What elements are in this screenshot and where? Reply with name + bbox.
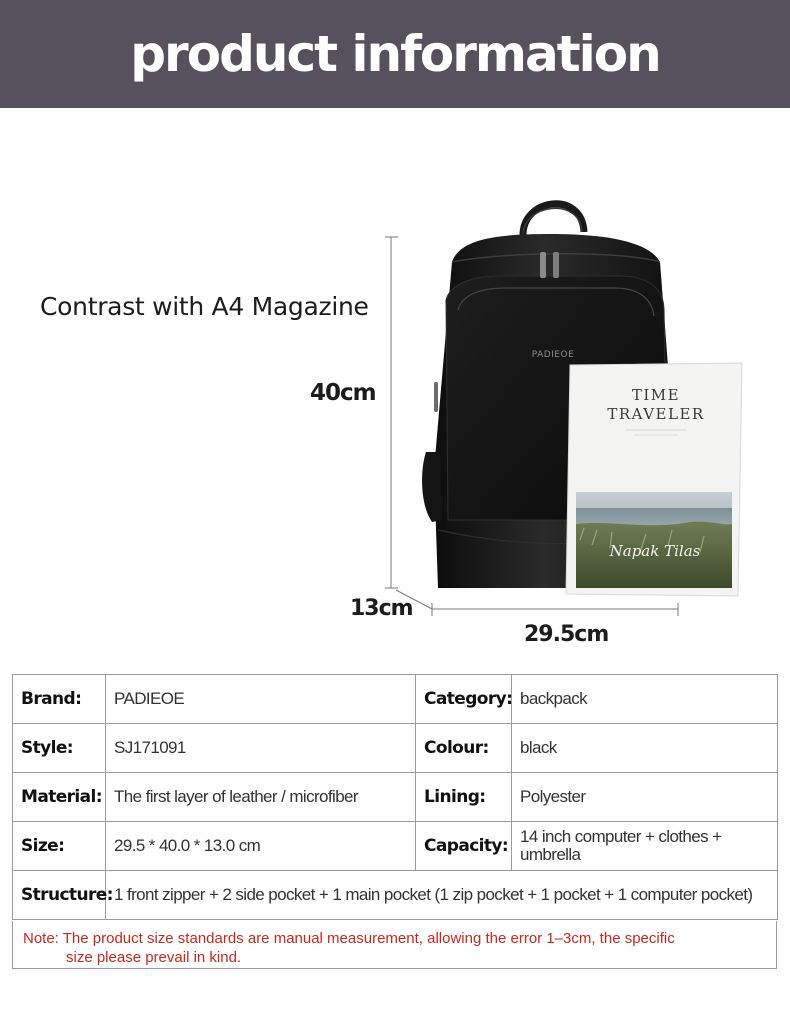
contrast-caption: Contrast with A4 Magazine: [40, 292, 369, 321]
size-note-line-2: size please prevail in kind.: [66, 949, 242, 966]
spec-value-size: 29.5 * 40.0 * 13.0 cm: [106, 822, 416, 871]
page-title: product information: [130, 25, 660, 83]
spec-value-lining: Polyester: [512, 773, 778, 822]
spec-value-style: SJ171091: [106, 724, 416, 773]
spec-value-capacity: 14 inch computer + clothes + umbrella: [512, 822, 778, 871]
magazine-title-1: TIME: [631, 386, 681, 404]
spec-value-material: The first layer of leather / microfiber: [106, 773, 416, 822]
table-row: [13, 724, 778, 773]
spec-key-capacity: Capacity:: [416, 822, 512, 871]
spec-value-brand: PADIEOE: [106, 675, 416, 724]
table-row: [13, 675, 778, 724]
spec-key-structure: Structure:: [13, 871, 106, 920]
spec-key-colour: Colour:: [416, 724, 512, 773]
spec-value-category: backpack: [512, 675, 778, 724]
spec-table: [12, 674, 778, 920]
table-row: [13, 822, 778, 871]
height-dimension-label: 40cm: [310, 380, 376, 406]
spec-key-lining: Lining:: [416, 773, 512, 822]
spec-key-brand: Brand:: [13, 675, 106, 724]
spec-key-size: Size:: [13, 822, 106, 871]
width-dimension-label: 29.5cm: [524, 622, 609, 647]
spec-key-category: Category:: [416, 675, 512, 724]
size-note-line-1: Note: The product size standards are manual measurement, allowing the error 1–3cm, the specific: [23, 930, 675, 947]
spec-value-colour: black: [512, 724, 778, 773]
table-row: [13, 773, 778, 822]
magazine-title-2: TRAVELER: [607, 405, 705, 423]
spec-key-style: Style:: [13, 724, 106, 773]
spec-value-structure: 1 front zipper + 2 side pocket + 1 main pocket (1 zip pocket + 1 pocket + 1 computer pocket): [106, 871, 778, 920]
depth-dimension-label: 13cm: [350, 596, 413, 621]
size-note: [12, 921, 777, 969]
bag-logo-text: PADIEOE: [531, 350, 575, 360]
magazine-script-text: Napak Tilas: [609, 542, 701, 560]
spec-key-material: Material:: [13, 773, 106, 822]
magazine-illustration: [566, 363, 742, 596]
table-row: [13, 871, 778, 920]
